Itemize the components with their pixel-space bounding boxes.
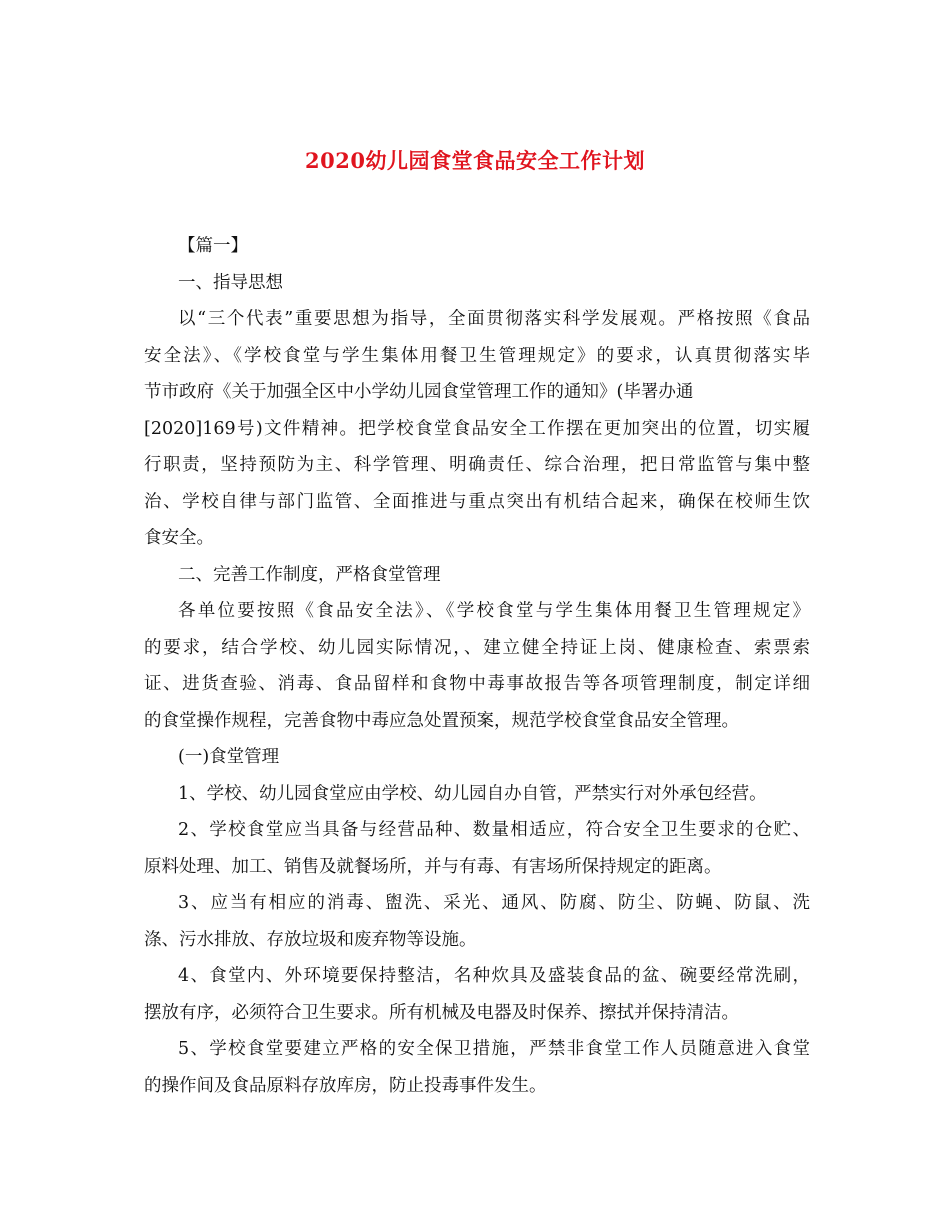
text-line: 食安全。 bbox=[144, 528, 214, 548]
text-line: 证、进货查验、消毒、食品留样和食物中毒事故报告等各项管理制度，制定详细 bbox=[144, 674, 810, 694]
text-line: 治、学校自律与部门监管、全面推进与重点突出有机结合起来，确保在校师生饮 bbox=[144, 491, 810, 512]
text-line: 安全法》、《学校食堂与学生集体用餐卫生管理规定》的要求，认真贯彻落实毕 bbox=[144, 345, 810, 366]
text-line: 【篇一】 bbox=[178, 236, 248, 256]
text-line: 摆放有序，必须符合卫生要求。所有机械及电器及时保养、擦拭并保持清洁。 bbox=[144, 1002, 739, 1023]
text-line: [2020]169号)文件精神。把学校食堂食品安全工作摆在更加突出的位置，切实履 bbox=[144, 418, 810, 439]
text-line: 涤、污水排放、存放垃圾和废弃物等设施。 bbox=[144, 929, 477, 950]
text-line: 的要求，结合学校、幼儿园实际情况，、建立健全持证上岗、健康检查、索票索 bbox=[144, 637, 810, 658]
text-line: 节市政府《关于加强全区中小学幼儿园食堂管理工作的通知》(毕署办通 bbox=[144, 382, 694, 402]
text-line: 5、学校食堂要建立严格的安全保卫措施，严禁非食堂工作人员随意进入食堂 bbox=[178, 1039, 810, 1059]
text-line: 3、应当有相应的消毒、盥洗、采光、通风、防腐、防尘、防蝇、防鼠、洗 bbox=[178, 893, 810, 913]
text-line: 一、指导思想 bbox=[178, 272, 283, 293]
text-line: 各单位要按照《食品安全法》、《学校食堂与学生集体用餐卫生管理规定》 bbox=[178, 601, 810, 621]
text-line: 以“三个代表”重要思想为指导，全面贯彻落实科学发展观。严格按照《食品 bbox=[178, 309, 810, 329]
text-line: 原料处理、加工、销售及就餐场所，并与有毒、有害场所保持规定的距离。 bbox=[144, 856, 722, 877]
text-line: 4、食堂内、外环境要保持整洁，名种炊具及盛装食品的盆、碗要经常洗刷， bbox=[178, 966, 810, 986]
text-line: 1、学校、幼儿园食堂应由学校、幼儿园自办自管，严禁实行对外承包经营。 bbox=[178, 783, 767, 804]
text-line: 2、学校食堂应当具备与经营品种、数量相适应，符合安全卫生要求的仓贮、 bbox=[178, 820, 810, 840]
text-line: 行职责，坚持预防为主、科学管理、明确责任、综合治理，把日常监管与集中整 bbox=[144, 455, 810, 475]
text-line: (一)食堂管理 bbox=[178, 747, 280, 767]
document-title: 2020幼儿园食堂食品安全工作计划 bbox=[305, 148, 645, 173]
text-line: 的食堂操作规程，完善食物中毒应急处置预案，规范学校食堂食品安全管理。 bbox=[144, 710, 739, 731]
text-line: 二、完善工作制度，严格食堂管理 bbox=[178, 564, 441, 585]
text-line: 的操作间及食品原料存放库房，防止投毒事件发生。 bbox=[144, 1075, 547, 1096]
document-body bbox=[144, 228, 810, 1104]
